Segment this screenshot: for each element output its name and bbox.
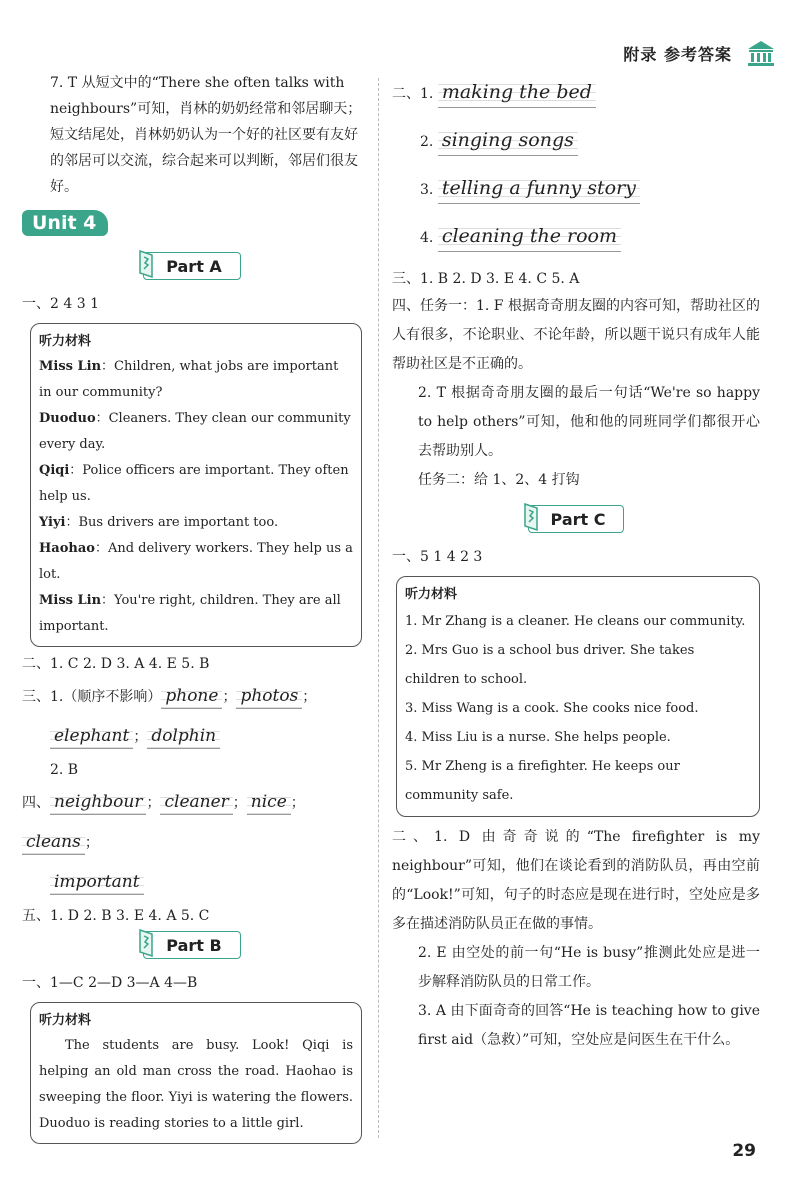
bookmark-icon (136, 249, 156, 279)
handwritten-word: neighbour (50, 790, 146, 815)
handwritten-phrase: telling a funny story (438, 173, 640, 204)
listening-line: 4. Miss Liu is a nurse. She helps people. (405, 730, 671, 745)
part-b-label: Part B (166, 935, 222, 955)
dialogue-line: Yiyi：Bus drivers are important too. (39, 515, 279, 530)
dialogue-line: Miss Lin：You're right, children. They are all important. (39, 593, 341, 634)
handwritten-phrase: making the bed (438, 77, 596, 108)
part-b-answer-1: 一、1—C 2—D 3—A 4—B (22, 975, 198, 991)
dialogue-line: Duoduo：Cleaners. They clean our community every day. (39, 411, 351, 452)
handwritten-phrase: singing songs (438, 125, 578, 156)
listening-line: 5. Mr Zheng is a firefighter. He keeps our community safe. (405, 759, 680, 803)
handwritten-word: photos (236, 684, 302, 709)
handwritten-word: cleans (22, 830, 85, 855)
dialogue-line: Haohao：And delivery workers. They help us a lot. (39, 541, 353, 582)
left-column (22, 70, 362, 1148)
bookmark-icon (136, 928, 156, 958)
column-divider (378, 78, 379, 1138)
part-c-answer-2-1: 二、1. D 由奇奇说的“The firefighter is my neighbour”可知，他们在谈论看到的消防队员，再由空前的“Look!”可知，句子的时态应是现在进行时，空处应是多多在描述消防队员正在做的事情。 (392, 829, 760, 932)
right-column (392, 70, 760, 1055)
part-c-label: Part C (550, 509, 606, 529)
part-a-answer-3-2: 2. B (50, 762, 79, 778)
part-a-heading (22, 252, 362, 283)
unit-title: Unit 4 (22, 210, 108, 236)
part-c-answer-1: 一、5 1 4 2 3 (392, 549, 483, 565)
part-a-answer-3: 三、1.（顺序不影响） phone ； photos ； (22, 677, 362, 717)
part-a-answer-2: 二、1. C 2. D 3. A 4. E 5. B (22, 656, 210, 672)
handwritten-phrase: cleaning the room (438, 221, 621, 252)
handwritten-word: cleaner (160, 790, 232, 815)
handwritten-word: phone (161, 684, 222, 709)
dialogue-line: Miss Lin：Children, what jobs are important in our community? (39, 359, 339, 400)
listening-line: 3. Miss Wang is a cook. She cooks nice food. (405, 701, 699, 716)
listening-line: 1. Mr Zhang is a cleaner. He cleans our community. (405, 614, 746, 629)
handwritten-word: important (50, 870, 144, 895)
part-c-heading (392, 505, 760, 536)
part-a-answer-4: 四、 neighbour ； cleaner ； nice ；cleans ； (22, 783, 362, 863)
page-number: 29 (732, 1141, 756, 1161)
part-a-answer-1: 一、2 4 3 1 (22, 296, 99, 312)
part-a-answer-4-cont (22, 863, 362, 903)
handwritten-word: elephant (50, 724, 133, 749)
answer-7: 7. T 从短文中的“There she often talks with neighbours”可知，肖林的奶奶经常和邻居聊天；短文结尾处，肖林奶奶认为一个好的社区要有友好的邻居可以交流，综合起来可以判断，邻居们很友好。 (50, 75, 362, 195)
listening-title: 听力材料 (39, 1013, 92, 1028)
part-b-answer-2: 二、1. making the bed 2. singing songs 3. telling a funny story 4. cleaning the room (392, 70, 760, 262)
listening-box-1 (30, 323, 362, 647)
listening-text: The students are busy. Look! Qiqi is helping an old man cross the road. Haohao is sweeping the floor. Yiyi is watering the flowers. Duoduo is reading stories to a little girl. (39, 1038, 353, 1131)
header-title: 附录 参考答案 (623, 44, 732, 64)
part-a-answer-3-cont: elephant ； dolphin (22, 717, 362, 757)
part-c-answer-2-3: 3. A 由下面奇奇的回答“He is teaching how to give first aid（急救）”可知，空处应是问医生在干什么。 (418, 1003, 760, 1048)
part-b-answer-4-2: 2. T 根据奇奇朋友圈的最后一句话“We're so happy to help others”可知，他和他的同班同学们都很开心去帮助别人。 (418, 385, 760, 459)
part-b-answer-4-task2: 任务二：给 1、2、4 打钩 (418, 472, 580, 488)
dialogue-line: Qiqi：Police officers are important. They often help us. (39, 463, 349, 504)
bookmark-icon (521, 502, 541, 532)
listening-box-2 (30, 1002, 362, 1144)
listening-title: 听力材料 (39, 334, 92, 349)
part-c-answer-2-2: 2. E 由空处的前一句“He is busy”推测此处应是进一步解释消防队员的日常工作。 (418, 945, 760, 990)
handwritten-word: nice (247, 790, 291, 815)
listening-line: 2. Mrs Guo is a school bus driver. She takes children to school. (405, 643, 695, 687)
listening-box-3 (396, 576, 760, 817)
part-a-label: Part A (166, 256, 222, 276)
part-b-answer-3: 三、1. B 2. D 3. E 4. C 5. A (392, 271, 580, 287)
listening-title: 听力材料 (405, 587, 458, 602)
building-icon (746, 39, 776, 67)
part-b-heading (22, 931, 362, 962)
page-header (623, 38, 776, 68)
part-a-answer-5: 五、1. D 2. B 3. E 4. A 5. C (22, 908, 210, 924)
handwritten-word: dolphin (147, 724, 220, 749)
part-b-answer-4-task1: 四、任务一：1. F 根据奇奇朋友圈的内容可知，帮助社区的人有很多，不论职业、不论年龄，所以题干说只有成年人能帮助社区是不正确的。 (392, 298, 760, 372)
